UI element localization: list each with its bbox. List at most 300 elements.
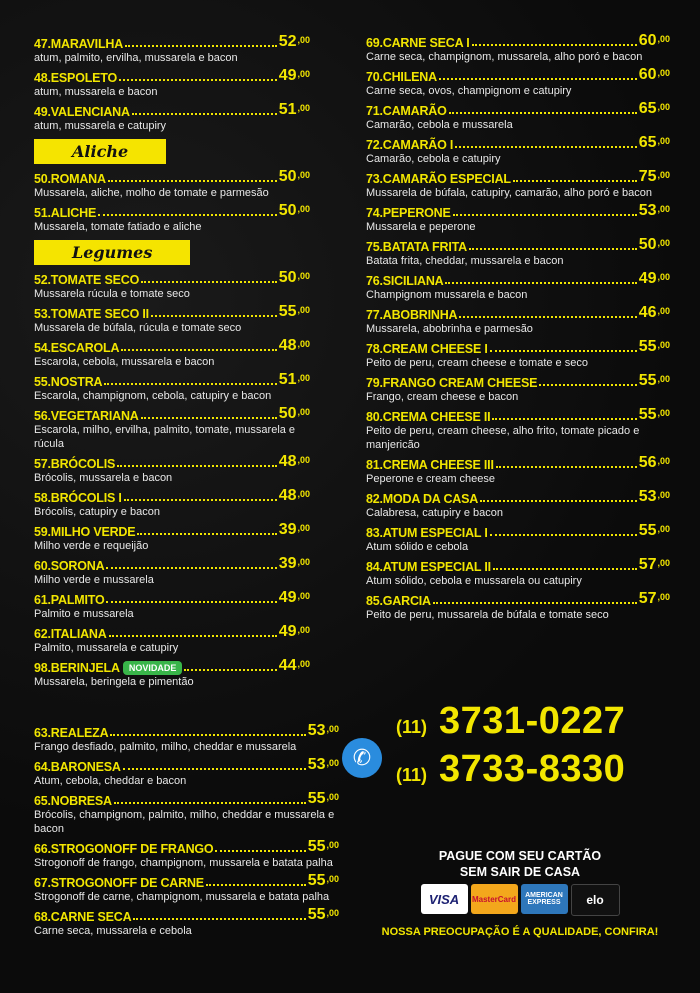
dotted-leader (124, 499, 277, 501)
menu-item-name: 80.CREMA CHEESE II (366, 410, 491, 424)
menu-item-name: 68.CARNE SECA (34, 910, 132, 924)
phone-area-code: (11) (396, 765, 428, 785)
menu-item-description: Mussarela e peperone (366, 221, 476, 233)
menu-item-header (366, 270, 670, 288)
payment-block (370, 848, 670, 938)
dotted-leader (108, 180, 277, 182)
menu-item-header (34, 371, 310, 389)
menu-item-price (639, 488, 670, 506)
price-cents: ,00 (297, 557, 310, 567)
price-value: 44 (278, 657, 297, 674)
price-cents: ,00 (297, 69, 310, 79)
price-value: 60 (638, 32, 657, 49)
menu-item-header (34, 101, 310, 119)
menu-item-name: 84.ATUM ESPECIAL II (366, 560, 491, 574)
menu-item-header (366, 454, 670, 472)
menu-item-price (279, 521, 310, 539)
dotted-leader (492, 418, 636, 420)
menu-item-description: Strogonoff de carne, champignom, mussarela e batata palha (34, 891, 330, 903)
menu-item (366, 304, 670, 336)
menu-item-price (639, 66, 670, 84)
menu-item-description: Carne seca, champignom, mussarela, alho poró e bacon (366, 51, 643, 63)
price-value: 53 (638, 488, 657, 505)
menu-item (34, 790, 339, 836)
menu-item-header (34, 487, 310, 505)
menu-item-description: Atum sólido, cebola e mussarela ou catupiry (366, 575, 582, 587)
price-value: 48 (278, 453, 297, 470)
menu-item (34, 589, 310, 621)
menu-column-right (366, 32, 670, 624)
price-value: 55 (307, 872, 326, 889)
price-value: 55 (638, 406, 657, 423)
price-value: 55 (307, 838, 326, 855)
phone-number-1[interactable] (396, 700, 625, 743)
menu-item-description: Mussarela rúcula e tomate seco (34, 288, 190, 300)
menu-item-name: 56.VEGETARIANA (34, 409, 139, 423)
menu-item-header (34, 269, 310, 287)
menu-item (366, 338, 670, 370)
menu-item-price (639, 134, 670, 152)
menu-item-price (279, 453, 310, 471)
menu-item (34, 623, 310, 655)
menu-item (366, 372, 670, 404)
dotted-leader (493, 568, 637, 570)
menu-item-price (279, 33, 310, 51)
menu-item-price (639, 270, 670, 288)
menu-item-price (279, 168, 310, 186)
price-value: 48 (278, 337, 297, 354)
price-value: 55 (307, 906, 326, 923)
menu-item-header (34, 623, 310, 641)
price-value: 56 (638, 454, 657, 471)
menu-item-price (639, 406, 670, 424)
menu-item-price (308, 906, 339, 924)
menu-item-description: Carne seca, mussarela e cebola (34, 925, 192, 937)
menu-item-description: Peperone e cream cheese (366, 473, 496, 485)
menu-item-description: Batata frita, cheddar, mussarela e bacon (366, 255, 564, 267)
menu-item-description: Champignom mussarela e bacon (366, 289, 528, 301)
dotted-leader (132, 113, 277, 115)
menu-item (34, 555, 310, 587)
menu-item-price (308, 838, 339, 856)
menu-item-name: 61.PALMITO (34, 593, 105, 607)
menu-item-description: Peito de peru, cream cheese, alho frito, tomate picado e manjericão (366, 425, 640, 451)
price-cents: ,00 (657, 374, 670, 384)
menu-item-description: Palmito, mussarela e catupiry (34, 642, 179, 654)
menu-item (34, 521, 310, 553)
menu-item-header (366, 304, 670, 322)
menu-item (34, 67, 310, 99)
price-value: 53 (638, 202, 657, 219)
menu-item-header (366, 372, 670, 390)
menu-item-header (366, 406, 670, 424)
price-cents: ,00 (657, 238, 670, 248)
dotted-leader (455, 146, 636, 148)
dotted-leader (439, 78, 637, 80)
menu-item-name: 72.CAMARÃO I (366, 138, 454, 152)
dotted-leader (215, 850, 305, 852)
price-value: 48 (278, 487, 297, 504)
price-cents: ,00 (297, 591, 310, 601)
menu-item-name: 83.ATUM ESPECIAL I (366, 526, 488, 540)
menu-item-description: Mussarela, abobrinha e parmesão (366, 323, 533, 335)
dotted-leader (480, 500, 637, 502)
payment-title-line1: PAGUE COM SEU CARTÃO (438, 849, 602, 863)
price-cents: ,00 (326, 724, 339, 734)
dotted-leader (184, 669, 276, 671)
menu-item-price (279, 371, 310, 389)
dotted-leader (137, 533, 276, 535)
phone-area-code: (11) (396, 717, 428, 737)
visa-logo-icon: VISA (421, 884, 468, 914)
menu-item-description: Brócolis, champignom, palmito, milho, cheddar e mussarela e bacon (34, 809, 335, 835)
menu-group-aliche (34, 168, 310, 234)
price-cents: ,00 (297, 625, 310, 635)
menu-item-price (279, 555, 310, 573)
price-value: 50 (278, 202, 297, 219)
menu-item (366, 32, 670, 64)
menu-item-name: 69.CARNE SECA I (366, 36, 470, 50)
menu-item (366, 134, 670, 166)
menu-item-price (639, 454, 670, 472)
dotted-leader (433, 602, 637, 604)
menu-item-name: 51.ALICHE (34, 206, 97, 220)
dotted-leader (141, 281, 277, 283)
menu-item-name: 77.ABOBRINHA (366, 308, 458, 322)
phone-number-text: 3731-0227 (439, 700, 626, 742)
menu-item-price (279, 487, 310, 505)
menu-item-price (639, 168, 670, 186)
menu-item (366, 100, 670, 132)
menu-item-name: 63.REALEZA (34, 726, 109, 740)
price-value: 49 (638, 270, 657, 287)
menu-item-description: Brócolis, mussarela e bacon (34, 472, 173, 484)
price-value: 65 (638, 134, 657, 151)
dotted-leader (151, 315, 277, 317)
price-value: 60 (638, 66, 657, 83)
menu-item-description: Camarão, cebola e mussarela (366, 119, 513, 131)
menu-item (366, 66, 670, 98)
menu-item-header (34, 405, 310, 423)
menu-item-price (639, 236, 670, 254)
price-value: 65 (638, 100, 657, 117)
menu-item (34, 101, 310, 133)
menu-item-header (366, 100, 670, 118)
section-title-aliche: Aliche (34, 139, 166, 164)
dotted-leader (98, 214, 277, 216)
menu-item (34, 269, 310, 301)
menu-item-description: Escarola, cebola, mussarela e bacon (34, 356, 215, 368)
menu-item-price (639, 32, 670, 50)
menu-item-name: 74.PEPERONE (366, 206, 451, 220)
price-cents: ,00 (657, 102, 670, 112)
dotted-leader (513, 180, 637, 182)
menu-item (366, 488, 670, 520)
price-value: 55 (278, 303, 297, 320)
price-value: 53 (307, 722, 326, 739)
menu-item-header (34, 521, 310, 539)
menu-item-header (366, 236, 670, 254)
menu-item-price (639, 202, 670, 220)
quality-tagline: NOSSA PREOCUPAÇÃO É A QUALIDADE, CONFIRA! (381, 926, 659, 938)
price-cents: ,00 (297, 489, 310, 499)
menu-item (366, 168, 670, 200)
menu-item-name: 82.MODA DA CASA (366, 492, 479, 506)
menu-item-name: 52.TOMATE SECO (34, 273, 140, 287)
dotted-leader (469, 248, 637, 250)
dotted-leader (125, 45, 277, 47)
novidade-badge: NOVIDADE (123, 661, 183, 675)
price-cents: ,00 (297, 305, 310, 315)
dotted-leader (121, 349, 276, 351)
menu-item-name: 59.MILHO VERDE (34, 525, 136, 539)
menu-item-header (366, 556, 670, 574)
menu-item-description: Strogonoff de frango, champignom, mussarela e batata palha (34, 857, 333, 869)
menu-item-header (366, 32, 670, 50)
menu-item-price (639, 522, 670, 540)
dotted-leader (133, 918, 305, 920)
menu-item-header (366, 134, 670, 152)
price-cents: ,00 (657, 592, 670, 602)
menu-item-name: 85.GARCIA (366, 594, 431, 608)
price-cents: ,00 (297, 373, 310, 383)
menu-item (34, 872, 339, 904)
menu-item-name: 54.ESCAROLA (34, 341, 120, 355)
menu-item (34, 405, 310, 451)
menu-item-price (639, 100, 670, 118)
menu-item-name: 78.CREAM CHEESE I (366, 342, 488, 356)
menu-item-header (366, 590, 670, 608)
price-cents: ,00 (326, 758, 339, 768)
menu-item-description: Atum sólido e cebola (366, 541, 469, 553)
menu-item (34, 657, 310, 689)
menu-item (366, 406, 670, 452)
price-cents: ,00 (297, 103, 310, 113)
menu-item-price (279, 405, 310, 423)
price-cents: ,00 (297, 659, 310, 669)
price-cents: ,00 (657, 524, 670, 534)
menu-item-name: 62.ITALIANA (34, 627, 107, 641)
menu-item-name: 70.CHILENA (366, 70, 437, 84)
menu-item-name: 64.BARONESA (34, 760, 121, 774)
menu-item (34, 906, 339, 938)
dotted-leader (109, 635, 277, 637)
price-value: 52 (278, 33, 297, 50)
price-cents: ,00 (657, 408, 670, 418)
phone-icon: ✆ (342, 738, 382, 778)
price-value: 49 (278, 623, 297, 640)
price-value: 51 (278, 371, 297, 388)
menu-item-description: Mussarela de búfala, rúcula e tomate seco (34, 322, 242, 334)
menu-item-description: Escarola, champignom, cebola, catupiry e bacon (34, 390, 272, 402)
mastercard-logo-icon: MasterCard (471, 884, 518, 914)
menu-item-header (34, 33, 310, 51)
price-value: 55 (638, 372, 657, 389)
price-cents: ,00 (657, 204, 670, 214)
menu-item-name: 71.CAMARÃO (366, 104, 447, 118)
price-cents: ,00 (297, 170, 310, 180)
dotted-leader (141, 417, 277, 419)
menu-item-name: 60.SORONA (34, 559, 105, 573)
menu-item (34, 202, 310, 234)
menu-item-name: 75.BATATA FRITA (366, 240, 467, 254)
dotted-leader (117, 465, 277, 467)
menu-item (34, 838, 339, 870)
menu-item-price (308, 790, 339, 808)
menu-item (34, 303, 310, 335)
menu-item-header (34, 722, 339, 740)
menu-item (34, 33, 310, 65)
menu-item (34, 487, 310, 519)
card-logos (370, 884, 670, 916)
menu-item-header (34, 303, 310, 321)
amex-logo-icon: AMERICAN EXPRESS (521, 884, 568, 914)
menu-item (366, 556, 670, 588)
menu-item-description: Peito de peru, mussarela de búfala e tomate seco (366, 609, 609, 621)
menu-item-description: Peito de peru, cream cheese e tomate e seco (366, 357, 588, 369)
menu-item-description: Mussarela, tomate fatiado e aliche (34, 221, 202, 233)
price-cents: ,00 (657, 306, 670, 316)
menu-item-price (279, 337, 310, 355)
price-cents: ,00 (297, 339, 310, 349)
dotted-leader (496, 466, 637, 468)
menu-item-description: atum, palmito, ervilha, mussarela e bacon (34, 52, 238, 64)
menu-item-header (34, 337, 310, 355)
phone-number-text: 3733-8330 (439, 748, 626, 790)
menu-item (366, 590, 670, 622)
menu-item (366, 270, 670, 302)
menu-item-header (366, 488, 670, 506)
price-value: 49 (278, 589, 297, 606)
menu-item-name: 57.BRÓCOLIS (34, 457, 116, 471)
menu-item-description: Mussarela, beringela e pimentão (34, 676, 194, 688)
menu-item-description: Milho verde e mussarela (34, 574, 154, 586)
menu-group-right (366, 32, 670, 622)
price-cents: ,00 (297, 35, 310, 45)
menu-item-description: Atum, cebola, cheddar e bacon (34, 775, 187, 787)
menu-item-name: 53.TOMATE SECO II (34, 307, 149, 321)
price-cents: ,00 (657, 340, 670, 350)
price-cents: ,00 (297, 523, 310, 533)
menu-item-header (34, 453, 310, 471)
price-value: 50 (638, 236, 657, 253)
menu-item-price (639, 556, 670, 574)
price-value: 53 (307, 756, 326, 773)
price-value: 46 (638, 304, 657, 321)
menu-item-price (279, 269, 310, 287)
menu-item-description: Frango, cream cheese e bacon (366, 391, 519, 403)
price-cents: ,00 (657, 170, 670, 180)
menu-item-name: 67.STROGONOFF DE CARNE (34, 876, 204, 890)
menu-item (366, 454, 670, 486)
menu-item-name: 76.SICILIANA (366, 274, 444, 288)
menu-item (34, 453, 310, 485)
price-cents: ,00 (657, 68, 670, 78)
menu-item-price (279, 67, 310, 85)
menu-item-price (279, 303, 310, 321)
dotted-leader (104, 383, 276, 385)
menu-item-description: Mussarela, aliche, molho de tomate e parmesão (34, 187, 269, 199)
menu-item-name: 65.NOBRESA (34, 794, 112, 808)
menu-column-left-bottom (34, 722, 339, 940)
price-cents: ,00 (326, 792, 339, 802)
dotted-leader (106, 567, 276, 569)
menu-item-name: 49.VALENCIANA (34, 105, 130, 119)
price-value: 50 (278, 405, 297, 422)
menu-item-header (34, 872, 339, 890)
price-value: 49 (278, 67, 297, 84)
dotted-leader (459, 316, 636, 318)
price-cents: ,00 (326, 908, 339, 918)
menu-column-left (34, 33, 310, 691)
menu-item-header (366, 168, 670, 186)
menu-item-name: 55.NOSTRA (34, 375, 103, 389)
price-cents: ,00 (297, 407, 310, 417)
menu-item (34, 371, 310, 403)
menu-item-header (34, 838, 339, 856)
price-cents: ,00 (297, 204, 310, 214)
price-value: 50 (278, 269, 297, 286)
price-cents: ,00 (657, 34, 670, 44)
menu-item-header (34, 657, 310, 675)
menu-item-name: 48.ESPOLETO (34, 71, 118, 85)
menu-item-name: 79.FRANGO CREAM CHEESE (366, 376, 538, 390)
price-value: 50 (278, 168, 297, 185)
menu-item-description: atum, mussarela e bacon (34, 86, 158, 98)
menu-item-header (34, 67, 310, 85)
menu-item-price (279, 657, 310, 675)
menu-item-name: 47.MARAVILHA (34, 37, 124, 51)
menu-item-header (366, 338, 670, 356)
menu-item-description: Milho verde e requeijão (34, 540, 149, 552)
menu-item (34, 722, 339, 754)
dotted-leader (445, 282, 636, 284)
menu-item-header (366, 202, 670, 220)
menu-item-price (639, 338, 670, 356)
menu-item-header (34, 589, 310, 607)
menu-item-description: Camarão, cebola e catupiry (366, 153, 501, 165)
price-value: 75 (638, 168, 657, 185)
dotted-leader (453, 214, 637, 216)
menu-item-price (639, 304, 670, 322)
phone-number-2[interactable] (396, 748, 625, 791)
menu-item-header (34, 906, 339, 924)
menu-item-price (308, 756, 339, 774)
menu-item (34, 756, 339, 788)
price-cents: ,00 (657, 456, 670, 466)
price-value: 57 (638, 590, 657, 607)
menu-item-description: Carne seca, ovos, champignom e catupiry (366, 85, 572, 97)
menu-item-name: 73.CAMARÃO ESPECIAL (366, 172, 511, 186)
dotted-leader (472, 44, 637, 46)
menu-item-price (308, 872, 339, 890)
menu-item-name: 66.STROGONOFF DE FRANGO (34, 842, 214, 856)
menu-item-name: 98.BERINJELA (34, 661, 120, 675)
price-cents: ,00 (297, 455, 310, 465)
price-value: 55 (307, 790, 326, 807)
menu-item-description: Calabresa, catupiry e bacon (366, 507, 503, 519)
dotted-leader (490, 350, 637, 352)
menu-item-header (34, 790, 339, 808)
price-cents: ,00 (657, 136, 670, 146)
menu-item-description: Frango desfiado, palmito, milho, cheddar e mussarela (34, 741, 297, 753)
price-cents: ,00 (326, 840, 339, 850)
menu-item-price (308, 722, 339, 740)
price-value: 39 (278, 555, 297, 572)
price-cents: ,00 (657, 272, 670, 282)
menu-group-legumes (34, 269, 310, 689)
price-value: 51 (278, 101, 297, 118)
